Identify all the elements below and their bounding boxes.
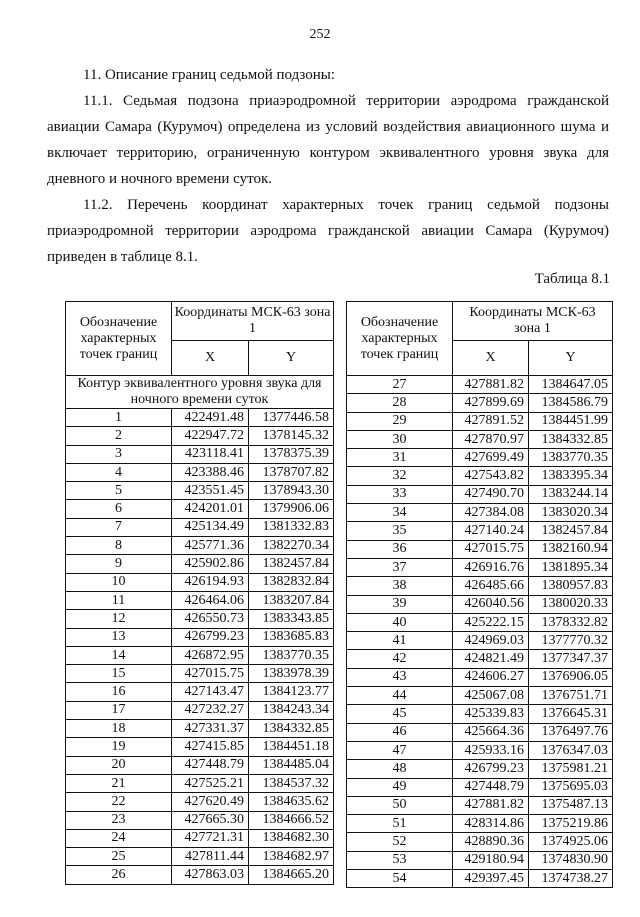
point-number: 28 <box>347 394 453 412</box>
point-number: 12 <box>66 610 172 628</box>
table-row <box>66 427 334 445</box>
coord-x: 427448.79 <box>172 756 249 774</box>
coord-y: 1376751.71 <box>529 687 613 705</box>
point-number: 39 <box>347 595 453 613</box>
coord-x: 427143.47 <box>172 683 249 701</box>
table-row <box>66 628 334 646</box>
point-number: 30 <box>347 430 453 448</box>
coord-y: 1379906.06 <box>249 500 334 518</box>
coord-x: 426799.23 <box>172 628 249 646</box>
point-number: 48 <box>347 760 453 778</box>
coord-x: 426194.93 <box>172 573 249 591</box>
coord-x: 425664.36 <box>453 723 529 741</box>
coordinates-table-right <box>346 301 613 888</box>
table-caption: Таблица 8.1 <box>534 271 610 287</box>
coord-x: 427811.44 <box>172 848 249 866</box>
point-number: 17 <box>66 701 172 719</box>
coord-y: 1383978.39 <box>249 665 334 683</box>
paragraph-11-1 <box>47 88 609 192</box>
point-number: 2 <box>66 427 172 445</box>
coord-y: 1375981.21 <box>529 760 613 778</box>
coord-x: 427140.24 <box>453 522 529 540</box>
table-row <box>66 591 334 609</box>
table-row <box>347 485 613 503</box>
header-y: Y <box>249 341 334 376</box>
coord-y: 1374925.06 <box>529 833 613 851</box>
coord-y: 1377347.37 <box>529 650 613 668</box>
table-row <box>66 555 334 573</box>
coord-x: 426485.66 <box>453 577 529 595</box>
coord-x: 427863.03 <box>172 866 249 884</box>
coord-y: 1378707.82 <box>249 463 334 481</box>
table-row <box>347 504 613 522</box>
coord-x: 425902.86 <box>172 555 249 573</box>
table-row <box>347 613 613 631</box>
point-number: 15 <box>66 665 172 683</box>
coord-x: 426040.56 <box>453 595 529 613</box>
coord-y: 1380957.83 <box>529 577 613 595</box>
coord-y: 1384537.32 <box>249 774 334 792</box>
point-number: 16 <box>66 683 172 701</box>
table-row <box>66 774 334 792</box>
coord-x: 427331.37 <box>172 720 249 738</box>
coord-x: 426799.23 <box>453 760 529 778</box>
table-row <box>66 610 334 628</box>
point-number: 14 <box>66 646 172 664</box>
table-row <box>347 412 613 430</box>
table-row <box>347 815 613 833</box>
coord-x: 427881.82 <box>453 376 529 394</box>
coord-x: 429180.94 <box>453 851 529 869</box>
point-number: 43 <box>347 668 453 686</box>
point-number: 13 <box>66 628 172 646</box>
coord-y: 1384451.99 <box>529 412 613 430</box>
point-number: 47 <box>347 741 453 759</box>
table-row <box>347 870 613 888</box>
coord-y: 1384123.77 <box>249 683 334 701</box>
point-number: 31 <box>347 449 453 467</box>
point-number: 40 <box>347 613 453 631</box>
coord-y: 1384635.62 <box>249 793 334 811</box>
point-number: 18 <box>66 720 172 738</box>
table-row <box>66 463 334 481</box>
table-row <box>347 449 613 467</box>
coord-y: 1375695.03 <box>529 778 613 796</box>
table-row <box>347 595 613 613</box>
coord-x: 428314.86 <box>453 815 529 833</box>
coord-x: 427015.75 <box>172 665 249 683</box>
point-number: 51 <box>347 815 453 833</box>
coord-x: 427448.79 <box>453 778 529 796</box>
coord-y: 1384647.05 <box>529 376 613 394</box>
coord-x: 425134.49 <box>172 518 249 536</box>
coord-x: 427543.82 <box>453 467 529 485</box>
coord-x: 423551.45 <box>172 482 249 500</box>
coord-x: 427015.75 <box>453 540 529 558</box>
coord-x: 427384.08 <box>453 504 529 522</box>
table-row <box>347 833 613 851</box>
coord-x: 422491.48 <box>172 409 249 427</box>
coord-y: 1378145.32 <box>249 427 334 445</box>
table-row <box>66 793 334 811</box>
table-row <box>66 738 334 756</box>
table-row <box>66 683 334 701</box>
coord-x: 427870.97 <box>453 430 529 448</box>
coord-x: 423118.41 <box>172 445 249 463</box>
table-row <box>66 811 334 829</box>
coord-y: 1384586.79 <box>529 394 613 412</box>
coord-y: 1383343.85 <box>249 610 334 628</box>
coordinates-table-left <box>65 301 334 885</box>
coord-x: 427721.31 <box>172 829 249 847</box>
coord-x: 427899.69 <box>453 394 529 412</box>
coord-y: 1384332.85 <box>529 430 613 448</box>
table-row <box>347 760 613 778</box>
point-number: 4 <box>66 463 172 481</box>
point-number: 26 <box>66 866 172 884</box>
point-number: 52 <box>347 833 453 851</box>
table-row <box>66 409 334 427</box>
coord-x: 426464.06 <box>172 591 249 609</box>
coord-y: 1375219.86 <box>529 815 613 833</box>
coord-x: 425067.08 <box>453 687 529 705</box>
coord-y: 1376497.76 <box>529 723 613 741</box>
point-number: 33 <box>347 485 453 503</box>
coord-x: 425933.16 <box>453 741 529 759</box>
table-row <box>347 522 613 540</box>
point-number: 38 <box>347 577 453 595</box>
table-row <box>66 518 334 536</box>
table-row <box>347 394 613 412</box>
coord-x: 427415.85 <box>172 738 249 756</box>
header-x: X <box>172 341 249 376</box>
table-row <box>66 482 334 500</box>
table-row <box>66 720 334 738</box>
coord-y: 1382160.94 <box>529 540 613 558</box>
coord-y: 1384332.85 <box>249 720 334 738</box>
coord-x: 427881.82 <box>453 796 529 814</box>
coord-y: 1384666.52 <box>249 811 334 829</box>
coord-x: 428890.36 <box>453 833 529 851</box>
table-row <box>66 701 334 719</box>
point-number: 32 <box>347 467 453 485</box>
point-number: 7 <box>66 518 172 536</box>
header-coordinates: Координаты МСК-63 зона 1 <box>172 302 334 341</box>
coord-x: 427665.30 <box>172 811 249 829</box>
coord-y: 1383020.34 <box>529 504 613 522</box>
contour-label: Контур эквивалентного уровня звука для ночного времени суток <box>66 376 334 409</box>
header-coordinates: Координаты МСК-63 зона 1 <box>453 302 613 341</box>
coord-x: 422947.72 <box>172 427 249 445</box>
paragraph-11-2 <box>47 192 609 270</box>
table-row <box>347 632 613 650</box>
point-number: 20 <box>66 756 172 774</box>
coord-y: 1383685.83 <box>249 628 334 646</box>
table-row <box>347 796 613 814</box>
header-y: Y <box>529 341 613 376</box>
coord-y: 1382270.34 <box>249 537 334 555</box>
coord-y: 1384451.18 <box>249 738 334 756</box>
point-number: 41 <box>347 632 453 650</box>
coord-x: 425339.83 <box>453 705 529 723</box>
heading-text: 11. Описание границ седьмой подзоны: <box>83 67 335 83</box>
coord-y: 1381895.34 <box>529 558 613 576</box>
coord-y: 1383207.84 <box>249 591 334 609</box>
table-row <box>66 756 334 774</box>
table-row <box>66 573 334 591</box>
coord-y: 1376645.31 <box>529 705 613 723</box>
point-number: 11 <box>66 591 172 609</box>
point-number: 1 <box>66 409 172 427</box>
table-row <box>66 445 334 463</box>
point-number: 25 <box>66 848 172 866</box>
coord-y: 1376347.03 <box>529 741 613 759</box>
point-number: 29 <box>347 412 453 430</box>
coord-x: 424201.01 <box>172 500 249 518</box>
coord-x: 426550.73 <box>172 610 249 628</box>
coord-y: 1383770.35 <box>249 646 334 664</box>
point-number: 9 <box>66 555 172 573</box>
table-row <box>347 851 613 869</box>
header-x: X <box>453 341 529 376</box>
table-row <box>66 848 334 866</box>
point-number: 10 <box>66 573 172 591</box>
table-row <box>347 723 613 741</box>
point-number: 5 <box>66 482 172 500</box>
coord-x: 425222.15 <box>453 613 529 631</box>
point-number: 6 <box>66 500 172 518</box>
point-number: 21 <box>66 774 172 792</box>
table-row <box>347 430 613 448</box>
point-number: 24 <box>66 829 172 847</box>
coord-y: 1378375.39 <box>249 445 334 463</box>
point-number: 8 <box>66 537 172 555</box>
table-row <box>66 646 334 664</box>
point-number: 53 <box>347 851 453 869</box>
paragraph-11-2-text: 11.2. Перечень координат характерных точек границ седьмой подзоны приаэродромной территории аэродрома гражданской авиации Самара (Курумоч) приведен в таблице 8.1. <box>47 197 609 265</box>
coord-y: 1383244.14 <box>529 485 613 503</box>
table-row <box>347 467 613 485</box>
coord-x: 427620.49 <box>172 793 249 811</box>
point-number: 54 <box>347 870 453 888</box>
table-row <box>66 866 334 884</box>
table-row <box>347 558 613 576</box>
coord-x: 429397.45 <box>453 870 529 888</box>
point-number: 36 <box>347 540 453 558</box>
coord-y: 1375487.13 <box>529 796 613 814</box>
table-row <box>347 650 613 668</box>
coord-y: 1384485.04 <box>249 756 334 774</box>
point-number: 22 <box>66 793 172 811</box>
coord-y: 1382457.84 <box>529 522 613 540</box>
coord-y: 1378332.82 <box>529 613 613 631</box>
coord-x: 427891.52 <box>453 412 529 430</box>
table-row <box>347 778 613 796</box>
coord-x: 427490.70 <box>453 485 529 503</box>
coord-y: 1380020.33 <box>529 595 613 613</box>
coord-x: 424969.03 <box>453 632 529 650</box>
section-heading <box>47 62 609 88</box>
table-row <box>66 665 334 683</box>
coord-y: 1383770.35 <box>529 449 613 467</box>
point-number: 35 <box>347 522 453 540</box>
coord-x: 426872.95 <box>172 646 249 664</box>
coord-x: 426916.76 <box>453 558 529 576</box>
coord-y: 1376906.05 <box>529 668 613 686</box>
coord-y: 1374738.27 <box>529 870 613 888</box>
coord-y: 1382832.84 <box>249 573 334 591</box>
point-number: 37 <box>347 558 453 576</box>
paragraph-11-1-text: 11.1. Седьмая подзона приаэродромной территории аэродрома гражданской авиации Самара (Курумоч) определена из условий воздействия авиационного шума и включает территорию, ограниченную контуром эквивалентного уровня звука для дневного и ночного времени суток. <box>47 93 609 187</box>
point-number: 44 <box>347 687 453 705</box>
point-number: 50 <box>347 796 453 814</box>
coord-x: 424606.27 <box>453 668 529 686</box>
point-number: 49 <box>347 778 453 796</box>
table-row <box>347 741 613 759</box>
coord-x: 427232.27 <box>172 701 249 719</box>
coord-x: 425771.36 <box>172 537 249 555</box>
table-row <box>347 687 613 705</box>
table-row <box>66 500 334 518</box>
header-designation: Обозначение характерных точек границ <box>66 302 172 376</box>
coord-y: 1378943.30 <box>249 482 334 500</box>
coord-y: 1384682.97 <box>249 848 334 866</box>
table-row <box>66 829 334 847</box>
table-row <box>66 537 334 555</box>
coord-y: 1382457.84 <box>249 555 334 573</box>
table-row <box>347 705 613 723</box>
coord-y: 1384665.20 <box>249 866 334 884</box>
table-row <box>347 376 613 394</box>
coord-x: 423388.46 <box>172 463 249 481</box>
coord-y: 1377770.32 <box>529 632 613 650</box>
coord-y: 1384243.34 <box>249 701 334 719</box>
coord-y: 1384682.30 <box>249 829 334 847</box>
coord-x: 427699.49 <box>453 449 529 467</box>
coord-y: 1381332.83 <box>249 518 334 536</box>
table-row <box>347 540 613 558</box>
point-number: 27 <box>347 376 453 394</box>
point-number: 23 <box>66 811 172 829</box>
point-number: 42 <box>347 650 453 668</box>
point-number: 19 <box>66 738 172 756</box>
coord-y: 1374830.90 <box>529 851 613 869</box>
point-number: 45 <box>347 705 453 723</box>
coord-y: 1383395.34 <box>529 467 613 485</box>
point-number: 46 <box>347 723 453 741</box>
table-row <box>347 577 613 595</box>
coord-x: 427525.21 <box>172 774 249 792</box>
table-row <box>347 668 613 686</box>
coord-x: 424821.49 <box>453 650 529 668</box>
page-number: 252 <box>309 27 331 42</box>
point-number: 34 <box>347 504 453 522</box>
header-designation: Обозначение характерных точек границ <box>347 302 453 376</box>
coord-y: 1377446.58 <box>249 409 334 427</box>
point-number: 3 <box>66 445 172 463</box>
